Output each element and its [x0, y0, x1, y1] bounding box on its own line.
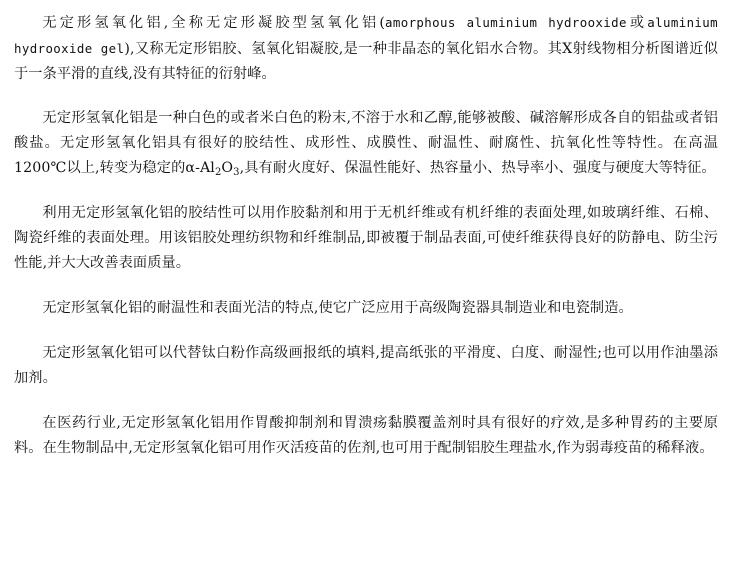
paragraph-adhesive-use: 利用无定形氢氧化铝的胶结性可以用作胶黏剂和用于无机纤维或有机纤维的表面处理,如玻璃纤维、石棉、陶瓷纤维的表面处理。用该铝胶处理纺织物和纤维制品,即被覆于制品表面,可使纤维获得良好的防静电、防尘污性能,并大大改善表面质量。 — [14, 205, 718, 271]
paragraph-text: ,具有耐火度好、保温性能好、热容量小、热导率小、强度与硬度大等特征。 — [239, 160, 716, 176]
paragraph-properties — [14, 106, 718, 181]
paragraph-paper-use: 无定形氢氧化铝可以代替钛白粉作高级画报纸的填料,提高纸张的平滑度、白度、耐湿性;也可以用作油墨添加剂。 — [14, 345, 718, 386]
paragraph-medical-use: 在医药行业,无定形氢氧化铝用作胃酸抑制剂和胃溃疡黏膜覆盖剂时具有很好的疗效,是多种胃药的主要原料。在生物制品中,无定形氢氧化铝可用作灭活疫苗的佐剂,也可用于配制铝胶生理盐水,作为弱毒疫苗的稀释液。 — [14, 415, 718, 456]
paragraph-text: ),又称无定形铝胶、氢氧化铝凝胶,是一种非晶态的氧化铝水合物。其X射线物相分析图谱近似于一条平滑的直线,没有其特征的衍射峰。 — [14, 41, 718, 82]
subscript: 3 — [233, 167, 240, 178]
paragraph-ceramics-use: 无定形氢氧化铝的耐温性和表面光洁的特点,使它广泛应用于高级陶瓷器具制造业和电瓷制造。 — [42, 300, 633, 316]
paragraph-text: 或 — [626, 15, 648, 31]
subscript: 2 — [214, 167, 222, 178]
paragraph-text: 无定形氢氧化铝,全称无定形凝胶型氢氧化铝( — [42, 15, 385, 31]
english-term: aluminium hydrooxide gel — [14, 15, 719, 56]
paragraph-text: O — [221, 160, 234, 176]
paragraph-definition — [14, 10, 718, 87]
english-term: amorphous aluminium hydrooxide — [384, 15, 627, 30]
paragraph-text: 无定形氢氧化铝是一种白色的或者米白色的粉末,不溶于水和乙醇,能够被酸、碱溶解形成各自的铝盐或者铝酸盐。无定形氢氧化铝具有很好的胶结性、成形性、成膜性、耐温性、耐腐性、抗氧化性等特性。在高温1200℃以上,转变为稳定的α-Al — [14, 110, 718, 176]
